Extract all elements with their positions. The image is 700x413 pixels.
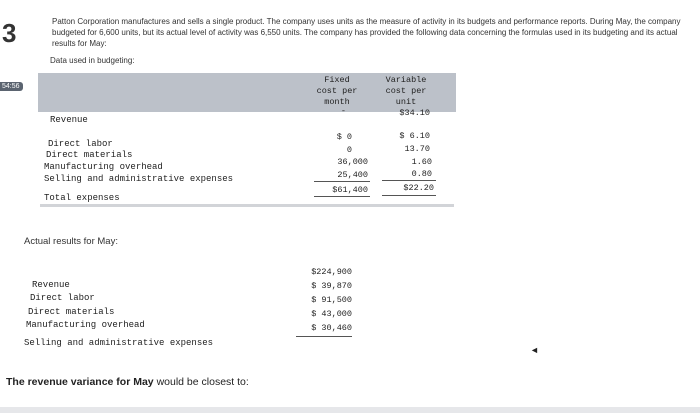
actual-value: $ 91,500: [311, 295, 352, 305]
budget-row-label: Revenue: [50, 115, 88, 125]
actual-value: $ 39,870: [311, 281, 352, 291]
budget-row-label: Manufacturing overhead: [44, 162, 163, 172]
budget-row-label: Total expenses: [44, 193, 120, 203]
actual-row-label: Revenue: [32, 280, 70, 290]
budget-fixed-value: -: [340, 106, 346, 116]
question-rest: would be closest to:: [153, 376, 249, 388]
actual-row-label: Manufacturing overhead: [26, 320, 145, 330]
budget-variable-value: $ 6.10: [399, 131, 430, 141]
budget-variable-value: 13.70: [404, 144, 430, 154]
budget-fixed-value: $ 0: [336, 132, 352, 142]
actual-row-label: Direct materials: [28, 307, 115, 317]
actual-rule: [296, 336, 352, 337]
budget-subheading: Data used in budgeting:: [50, 56, 135, 65]
question-number: 3: [2, 18, 17, 48]
budget-fixed-value: 0: [346, 145, 352, 155]
section-divider: [40, 204, 454, 207]
budget-variable-value: 0.80: [411, 169, 432, 179]
budget-fixed-value: $61,400: [332, 185, 368, 195]
budget-variable-value: $34.10: [399, 108, 430, 118]
subtotal-rule-fixed: [314, 181, 370, 182]
actual-heading: Actual results for May:: [24, 236, 118, 247]
col-fixed-header: Fixed cost per month: [316, 75, 358, 107]
intro-paragraph: Patton Corporation manufactures and sells a single product. The company uses units as the measure of activity in its budgets and performance reports. During May, the company budgeted for 6,600 units, but its actual level of activity was 6,550 units. The company has provided the following data concerning the formulas used in its budgeting and its actual results for May:: [52, 17, 681, 48]
timer-badge: 54:56: [0, 82, 23, 91]
budget-row-label: Direct materials: [46, 150, 133, 160]
total-rule-fixed: [314, 196, 370, 197]
bottom-bar: [0, 407, 700, 413]
budget-variable-value: $22.20: [403, 183, 434, 193]
actual-value: $ 43,000: [311, 309, 352, 319]
col-variable-header: Variable cost per unit: [385, 75, 427, 107]
budget-fixed-value: 36,000: [337, 157, 368, 167]
mouse-cursor-icon: ◄: [530, 345, 539, 355]
actual-row-label: Direct labor: [30, 293, 95, 303]
budget-variable-value: 1.60: [411, 157, 432, 167]
question-prompt: [6, 376, 249, 388]
actual-value: $224,900: [311, 267, 352, 277]
budget-fixed-value: 25,400: [337, 170, 368, 180]
question-bold: The revenue variance for May: [6, 376, 154, 388]
actual-row-label: Selling and administrative expenses: [24, 338, 214, 348]
budget-row-label: Selling and administrative expenses: [44, 174, 234, 184]
subtotal-rule-variable: [382, 180, 436, 181]
budget-row-label: Direct labor: [48, 139, 113, 149]
actual-value: $ 30,460: [311, 323, 352, 333]
total-rule-variable: [382, 195, 436, 196]
